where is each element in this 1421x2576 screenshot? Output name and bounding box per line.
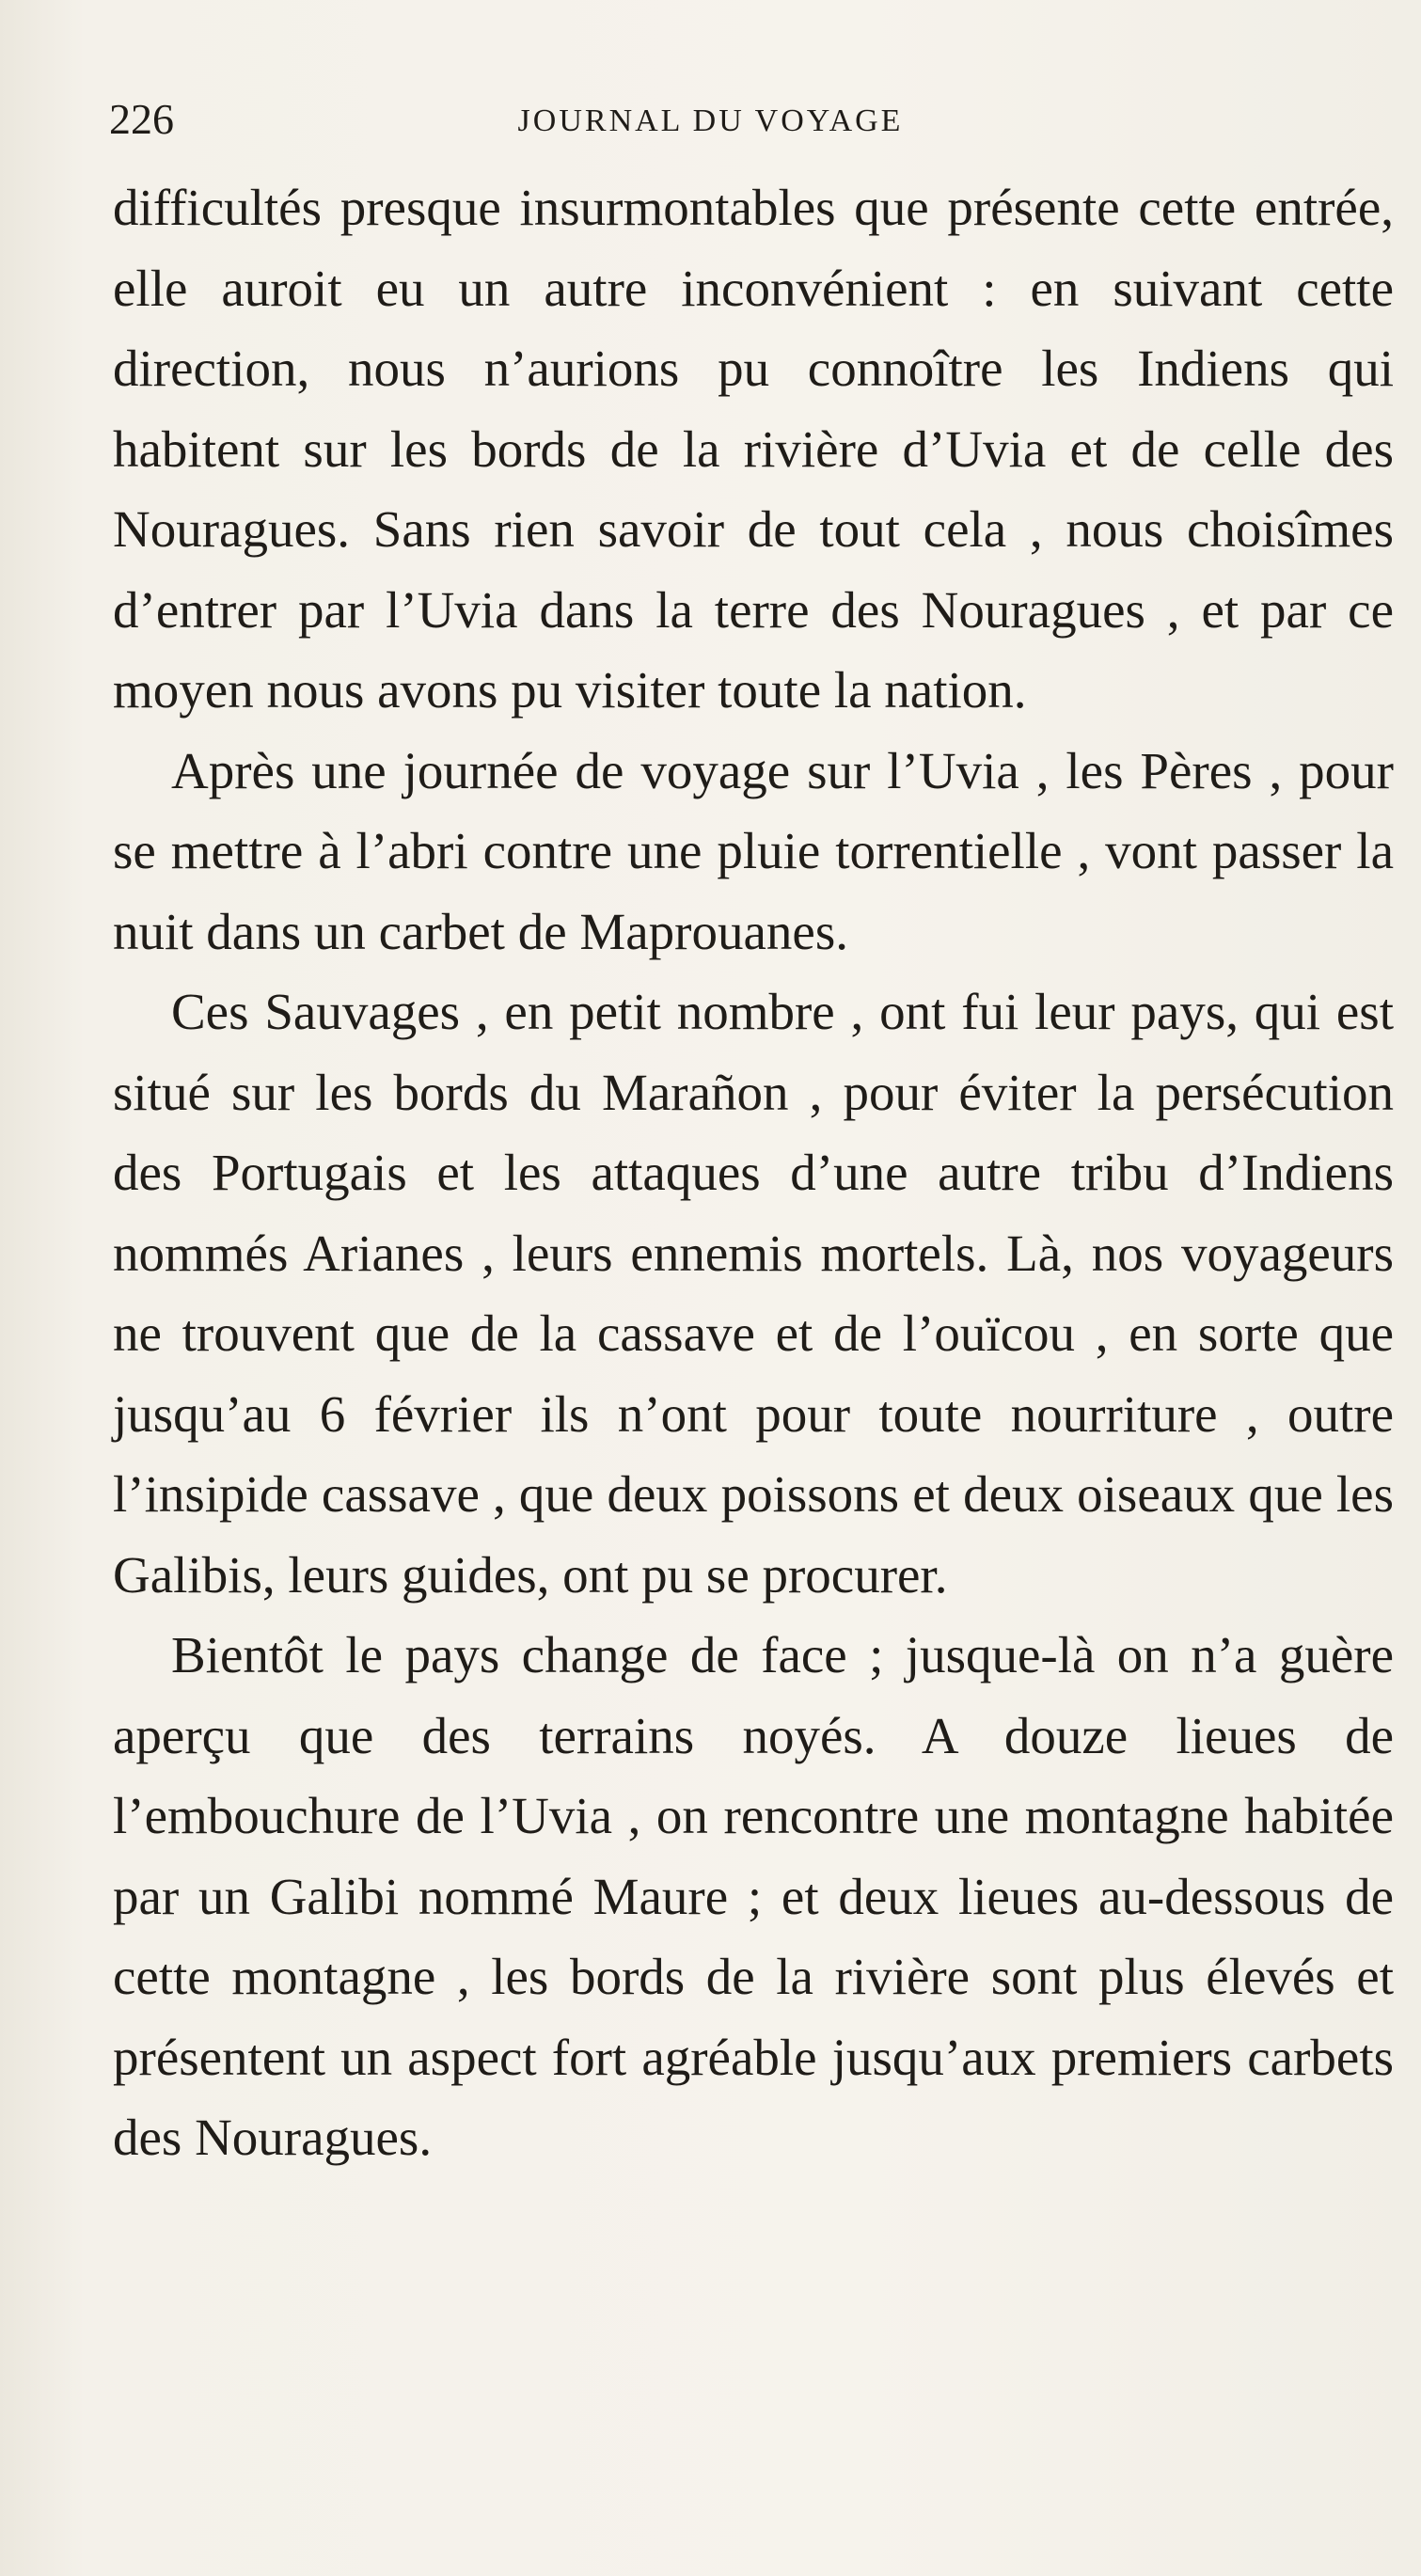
paragraph: Ces Sauvages , en petit nombre , ont fui leur pays, qui est situé sur les bords du Marañon , pour éviter la persécution des Portugais et les attaques d’une autre tribu d’Indiens nommés Arianes , leurs ennemis mortels. Là, nos voyageurs ne trouvent que de la cassave et de l’ouïcou , en sorte que jusqu’au 6 février ils n’ont pour toute nourriture , outre l’insipide cassave , que deux poissons et deux oiseaux que les Galibis, leurs guides, ont pu se procurer. — [113, 983, 1394, 1604]
page-number: 226 — [109, 95, 174, 143]
paragraph-continued: difficultés presque insurmontables que présente cette entrée, elle auroit eu un autre inconvénient : en suivant cette direction, nous n’aurions pu connoître les Indiens qui habitent sur les bords de la rivière d’Uvia et de celle des Nouragues. Sans rien savoir de tout cela , nous choisîmes d’entrer par l’Uvia dans la terre des Nouragues , et par ce moyen nous avons pu visiter toute la nation. — [113, 179, 1394, 719]
running-head: JOURNAL DU VOYAGE — [517, 103, 904, 138]
body-text — [113, 167, 1394, 2178]
paragraph: Après une journée de voyage sur l’Uvia , les Pères , pour se mettre à l’abri contre une pluie torrentielle , vont passer la nuit dans un carbet de Maprouanes. — [113, 741, 1394, 960]
paragraph: Bientôt le pays change de face ; jusque-là on n’a guère aperçu que des terrains noyés. A douze lieues de l’embouchure de l’Uvia , on rencontre une montagne habitée par un Galibi nommé Maure ; et deux lieues au-dessous de cette montagne , les bords de la rivière sont plus élevés et présentent un aspect fort agréable jusqu’aux premiers carbets des Nouragues. — [113, 1626, 1394, 2166]
